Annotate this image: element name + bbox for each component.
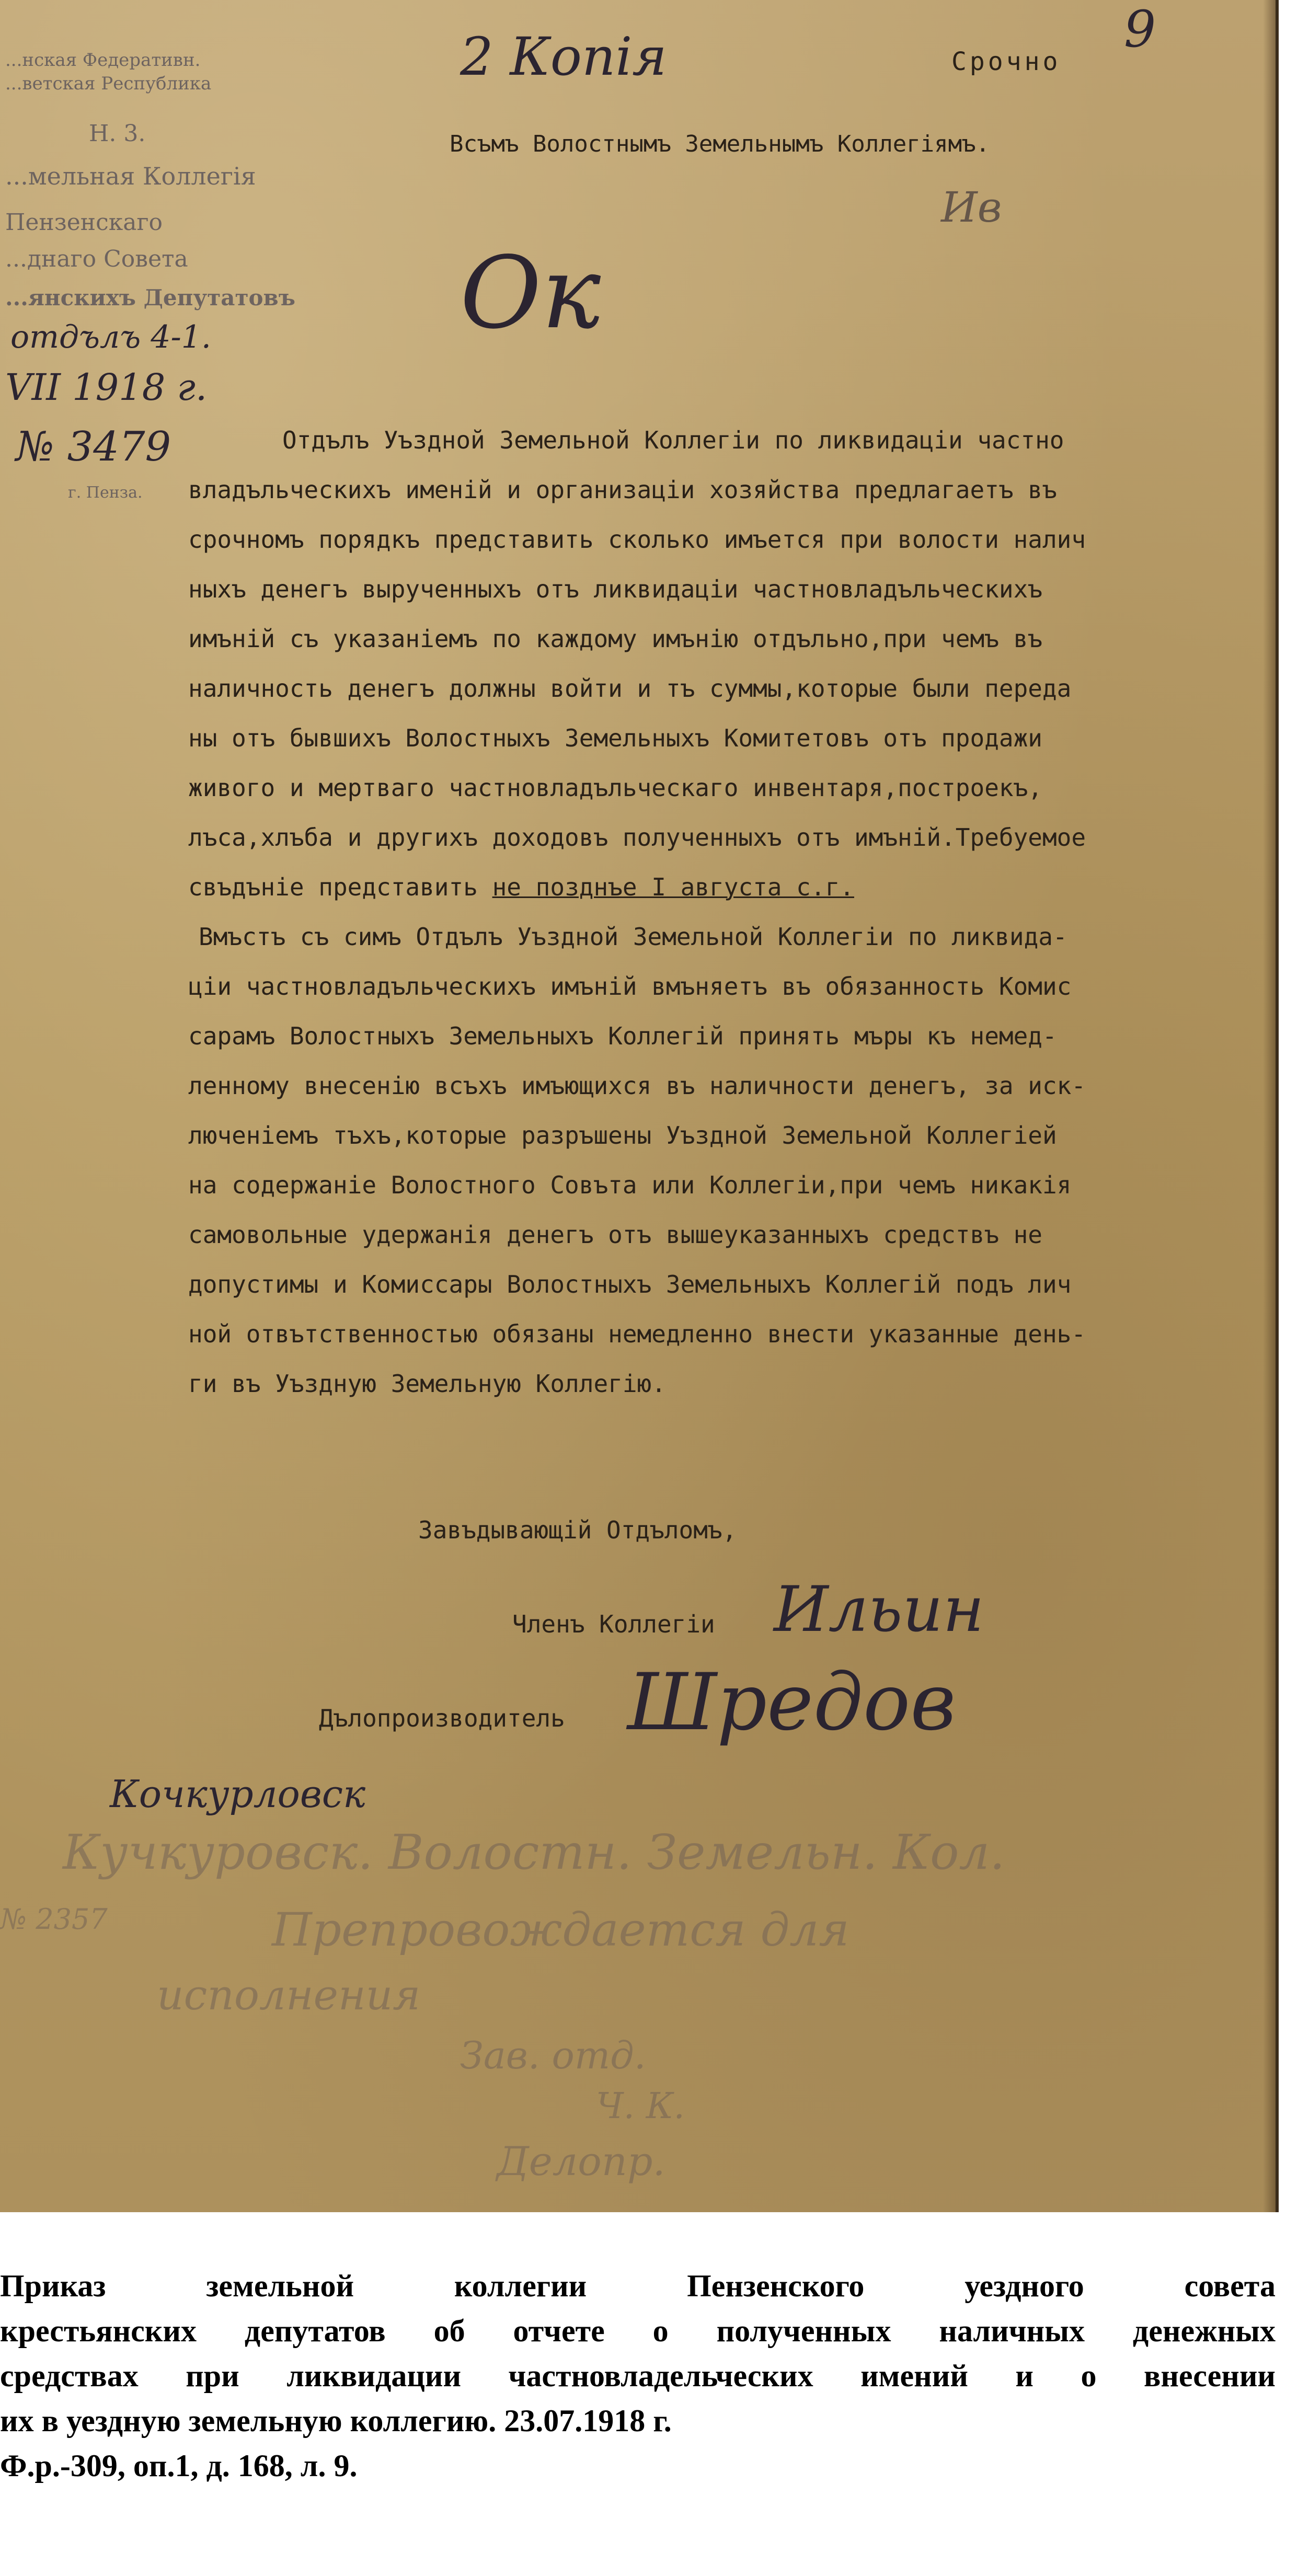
head-of-department-label: Завъдывающій Отдъломъ, [418, 1516, 737, 1544]
body-line: наличность денегъ должны войти и тъ суммы,которые были переда [188, 674, 1072, 703]
reference-number: № 2357 [0, 1903, 108, 1936]
body-line: Отдълъ Уъздной Земельной Коллегіи по ликвидаціи частно [282, 426, 1064, 454]
resolution-line-1: Кучкуровск. Волостн. Земельн. Кол. [63, 1824, 1005, 1880]
body-line: ги въ Уъздную Земельную Коллегію. [188, 1370, 666, 1398]
deadline-date: не позднъе I августа с.г. [492, 873, 854, 901]
archive-caption [0, 2263, 1276, 2488]
addressee: Всъмъ Волостнымъ Земельнымъ Коллегіямъ. [450, 131, 990, 157]
caption-line-2: крестьянских депутатов об отчете о полученных наличных денежных [0, 2314, 1276, 2348]
stamp-line-7: ...янскихъ Депутатовъ [5, 285, 295, 310]
stamp-line-1: ...нская Федеративн. [5, 50, 201, 71]
resolution-line-6: Делопр. [497, 2138, 665, 2184]
body-line: ныхъ денегъ вырученныхъ отъ ликвидаціи частновладъльческихъ [188, 575, 1042, 603]
caption-line-3: средствах при ликвидации частновладельческих имений и о внесении [0, 2359, 1276, 2393]
body-line: ной отвътственностью обязаны немедленно внести указанные день- [188, 1320, 1086, 1348]
body-line: допустимы и Комиссары Волостныхъ Земельныхъ Коллегій подъ лич [188, 1270, 1072, 1298]
body-line: на содержаніе Волостного Совъта или Коллегіи,при чемъ никакія [188, 1171, 1072, 1199]
stamp-line-2: ...ветская Республика [5, 73, 212, 94]
caption-reference: Ф.р.-309, оп.1, д. 168, л. 9. [0, 2448, 358, 2483]
stamp-line-3: Н. 3. [89, 120, 146, 147]
caption-line-1: Приказ земельной коллегии Пензенского уездного совета [0, 2269, 1276, 2303]
body-line: ціи частновладъльческихъ имъній вмъняетъ въ обязанность Комис [188, 972, 1072, 1000]
body-line: имъній съ указаніемъ по каждому имънію отдъльно,при чемъ въ [188, 625, 1042, 653]
deadline-line [188, 873, 854, 901]
body-line: ны отъ бывшихъ Волостныхъ Земельныхъ Комитетовъ отъ продажи [188, 724, 1042, 752]
member-label: Членъ Коллегіи [512, 1610, 715, 1638]
body-line: Вмъстъ съ симъ Отдълъ Уъздной Земельной Коллегіи по ликвида- [199, 923, 1067, 951]
resolution-line-3: исполнения [157, 1971, 421, 2019]
stamp-line-6: ...днаго Совета [5, 246, 188, 272]
deadline-prefix: свъдъніе представить [188, 873, 492, 901]
resolution-line-4: Зав. отд. [460, 2033, 646, 2077]
clerk-signature: Шредов [627, 1657, 956, 1748]
resolution-line-5: Ч. К. [596, 2086, 685, 2127]
urgent-label: Срочно [951, 47, 1061, 76]
body-line: сарамъ Волостныхъ Земельныхъ Коллегій принять мъры къ немед- [188, 1022, 1057, 1050]
body-line: самовольные удержанія денегъ отъ вышеуказанныхъ средствъ не [188, 1221, 1042, 1249]
volost-name: Кочкурловск [110, 1772, 366, 1816]
body-line: живого и мертваго частновладъльческаго инвентаря,построекъ, [188, 774, 1042, 802]
body-line: владъльческихъ именій и организаціи хозяйства предлагаетъ въ [188, 476, 1057, 504]
copy-mark: 2 Копія [460, 26, 667, 87]
body-line: лъса,хлъба и другихъ доходовъ полученныхъ отъ имъній.Требуемое [188, 823, 1086, 852]
caption-line-4: их в уездную земельную коллегию. 23.07.1918 г. [0, 2404, 672, 2438]
body-line: люченіемъ тъхъ,которые разръшены Уъздной Земельной Коллегіей [188, 1121, 1057, 1149]
stamp-line-5: Пензенскаго [5, 209, 163, 236]
resolution-line-2: Препровождается для [272, 1903, 849, 1957]
stamp-date: VII 1918 г. [5, 366, 208, 409]
stamp-number: № 3479 [16, 423, 171, 470]
stamp-department: отдълъ 4-1. [10, 319, 211, 355]
stamp-city: г. Пенза. [68, 484, 143, 502]
resolution-mark: Ок [460, 235, 601, 351]
clerk-label: Дълопроизводитель [319, 1704, 565, 1732]
body-line: срочномъ порядкъ представить сколько имъется при волости налич [188, 525, 1086, 554]
corner-mark: Ив [941, 183, 1002, 232]
stamp-line-4: ...мельная Коллегія [5, 162, 256, 190]
page-number: 9 [1124, 0, 1156, 59]
sheet-edge-shadow [1263, 0, 1276, 2212]
member-signature: Ильин [774, 1573, 984, 1646]
body-line: ленному внесенію всъхъ имъющихся въ наличности денегъ, за иск- [188, 1072, 1086, 1100]
